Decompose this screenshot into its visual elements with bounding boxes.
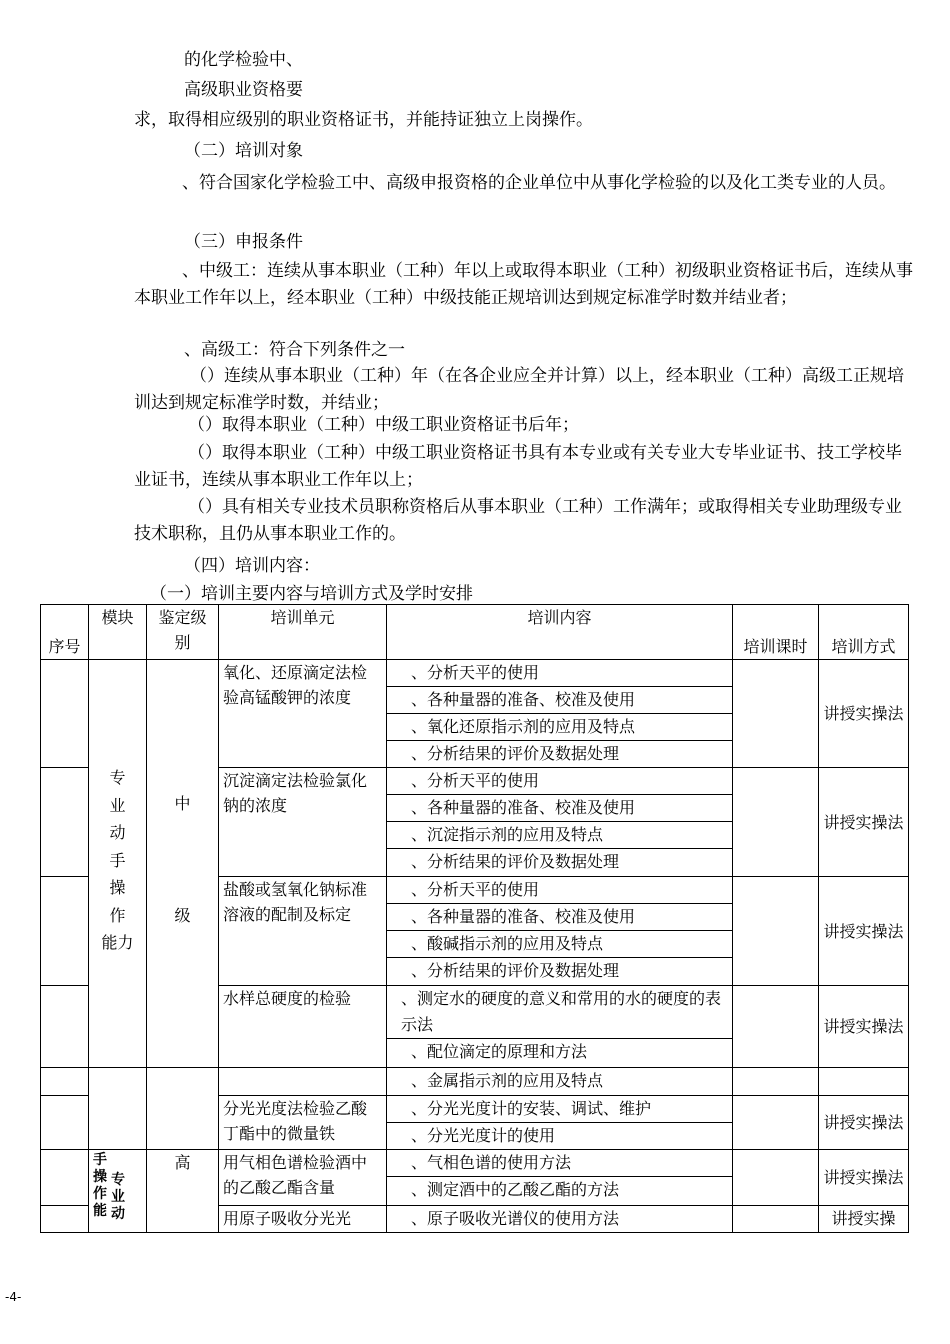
seq-cell <box>41 877 89 986</box>
hours-cell <box>733 1096 819 1150</box>
module-cell-empty <box>89 1068 147 1150</box>
content-cell: 、分光光度计的安装、调试、维护 、分光光度计的使用 <box>387 1096 733 1150</box>
hours-cell <box>733 986 819 1068</box>
content-cell: 、分析天平的使用 、各种量器的准备、校准及使用 、氧化还原指示剂的应用及特点 、分析结果的评价及数据处理 <box>387 660 733 768</box>
section-3-heading: （三）申报条件 <box>184 232 303 252</box>
content-cell: 、分析天平的使用 、各种量器的准备、校准及使用 、酸碱指示剂的应用及特点 、分析结果的评价及数据处理 <box>387 877 733 986</box>
hours-cell <box>733 1206 819 1233</box>
unit-cell: 水样总硬度的检验 <box>219 986 387 1068</box>
method-cell: 讲授实操 <box>819 1206 909 1233</box>
seq-cell <box>41 1068 89 1096</box>
section-2-text: 、符合国家化学检验工中、高级申报资格的企业单位中从事化学检验的以及化工类专业的人员。 <box>182 173 896 193</box>
level-cell-empty <box>147 1068 219 1150</box>
unit-cell: 氧化、还原滴定法检验高锰酸钾的浓度 <box>219 660 387 768</box>
header-method: 培训方式 <box>819 605 909 660</box>
seq-cell <box>41 660 89 768</box>
high-condition-4: （）具有相关专业技术员职称资格后从事本职业（工种）工作满年；或取得相关专业助理级专业技术职称，且仍从事本职业工作的。 <box>134 497 902 544</box>
module-cell-high: 手 操 作 能 专 业 动 <box>89 1150 147 1233</box>
table-row <box>41 1068 909 1096</box>
intro-line-3: 求，取得相应级别的职业资格证书，并能持证独立上岗操作。 <box>134 110 593 130</box>
section-2-heading: （二）培训对象 <box>184 141 303 161</box>
seq-cell <box>41 986 89 1068</box>
table-row <box>41 660 909 768</box>
method-cell: 讲授实操法 <box>819 768 909 877</box>
hours-cell <box>733 877 819 986</box>
method-cell: 讲授实操法 <box>819 660 909 768</box>
content-cell: 、金属指示剂的应用及特点 <box>387 1068 733 1096</box>
seq-cell <box>41 768 89 877</box>
header-level: 鉴定级别 <box>147 605 219 660</box>
unit-cell <box>219 1068 387 1096</box>
content-cell: 、测定水的硬度的意义和常用的水的硬度的表示法 、配位滴定的原理和方法 <box>387 986 733 1068</box>
table-header-row <box>41 605 909 660</box>
content-cell: 、原子吸收光谱仪的使用方法 <box>387 1206 733 1233</box>
module-cell-mid: 专 业 动 手 操 作 能力 <box>89 660 147 1068</box>
method-cell: 讲授实操法 <box>819 1150 909 1206</box>
unit-cell: 分光光度法检验乙酸丁酯中的微量铁 <box>219 1096 387 1150</box>
training-table <box>40 604 909 1233</box>
table-row <box>41 1150 909 1206</box>
hours-cell <box>733 768 819 877</box>
seq-cell <box>41 1096 89 1150</box>
high-condition-2: （）取得本职业（工种）中级工职业资格证书后年； <box>188 415 579 435</box>
intro-line-2: 高级职业资格要 <box>184 80 303 100</box>
header-unit: 培训单元 <box>219 605 387 660</box>
mid-level-condition: 、中级工：连续从事本职业（工种）年以上或取得本职业（工种）初级职业资格证书后，连续从事本职业工作年以上，经本职业（工种）中级技能正规培训达到规定标准学时数并结业者； <box>134 261 913 308</box>
header-module: 模块 <box>89 605 147 660</box>
section-4-heading: （四）培训内容： <box>184 556 320 576</box>
header-hours: 培训课时 <box>733 605 819 660</box>
high-condition-3: （）取得本职业（工种）中级工职业资格证书具有本专业或有关专业大专毕业证书、技工学校毕业证书，连续从事本职业工作年以上； <box>134 443 902 490</box>
page-number: -4- <box>5 1290 22 1304</box>
table-caption: （一）培训主要内容与培训方式及学时安排 <box>150 584 473 604</box>
seq-cell <box>41 1206 89 1233</box>
seq-cell <box>41 1150 89 1206</box>
hours-cell <box>733 1150 819 1206</box>
level-cell-mid: 中 级 <box>147 660 219 1068</box>
content-cell: 、分析天平的使用 、各种量器的准备、校准及使用 、沉淀指示剂的应用及特点 、分析结果的评价及数据处理 <box>387 768 733 877</box>
method-cell: 讲授实操法 <box>819 877 909 986</box>
unit-cell: 用气相色谱检验酒中的乙酸乙酯含量 <box>219 1150 387 1206</box>
high-level-title: 、高级工：符合下列条件之一 <box>184 340 405 360</box>
unit-cell: 用原子吸收分光光 <box>219 1206 387 1233</box>
content-cell: 、气相色谱的使用方法 、测定酒中的乙酸乙酯的方法 <box>387 1150 733 1206</box>
high-condition-1: （）连续从事本职业（工种）年（在各企业应全并计算）以上，经本职业（工种）高级工正规培训达到规定标准学时数，并结业； <box>134 366 904 413</box>
unit-cell: 盐酸或氢氧化钠标准溶液的配制及标定 <box>219 877 387 986</box>
method-cell <box>819 1068 909 1096</box>
header-content: 培训内容 <box>387 605 733 660</box>
level-cell-high: 高 <box>147 1150 219 1233</box>
method-cell: 讲授实操法 <box>819 986 909 1068</box>
header-seq: 序号 <box>41 605 89 660</box>
intro-line-1: 的化学检验中、 <box>184 50 303 70</box>
hours-cell <box>733 1068 819 1096</box>
method-cell: 讲授实操法 <box>819 1096 909 1150</box>
hours-cell <box>733 660 819 768</box>
unit-cell: 沉淀滴定法检验氯化钠的浓度 <box>219 768 387 877</box>
